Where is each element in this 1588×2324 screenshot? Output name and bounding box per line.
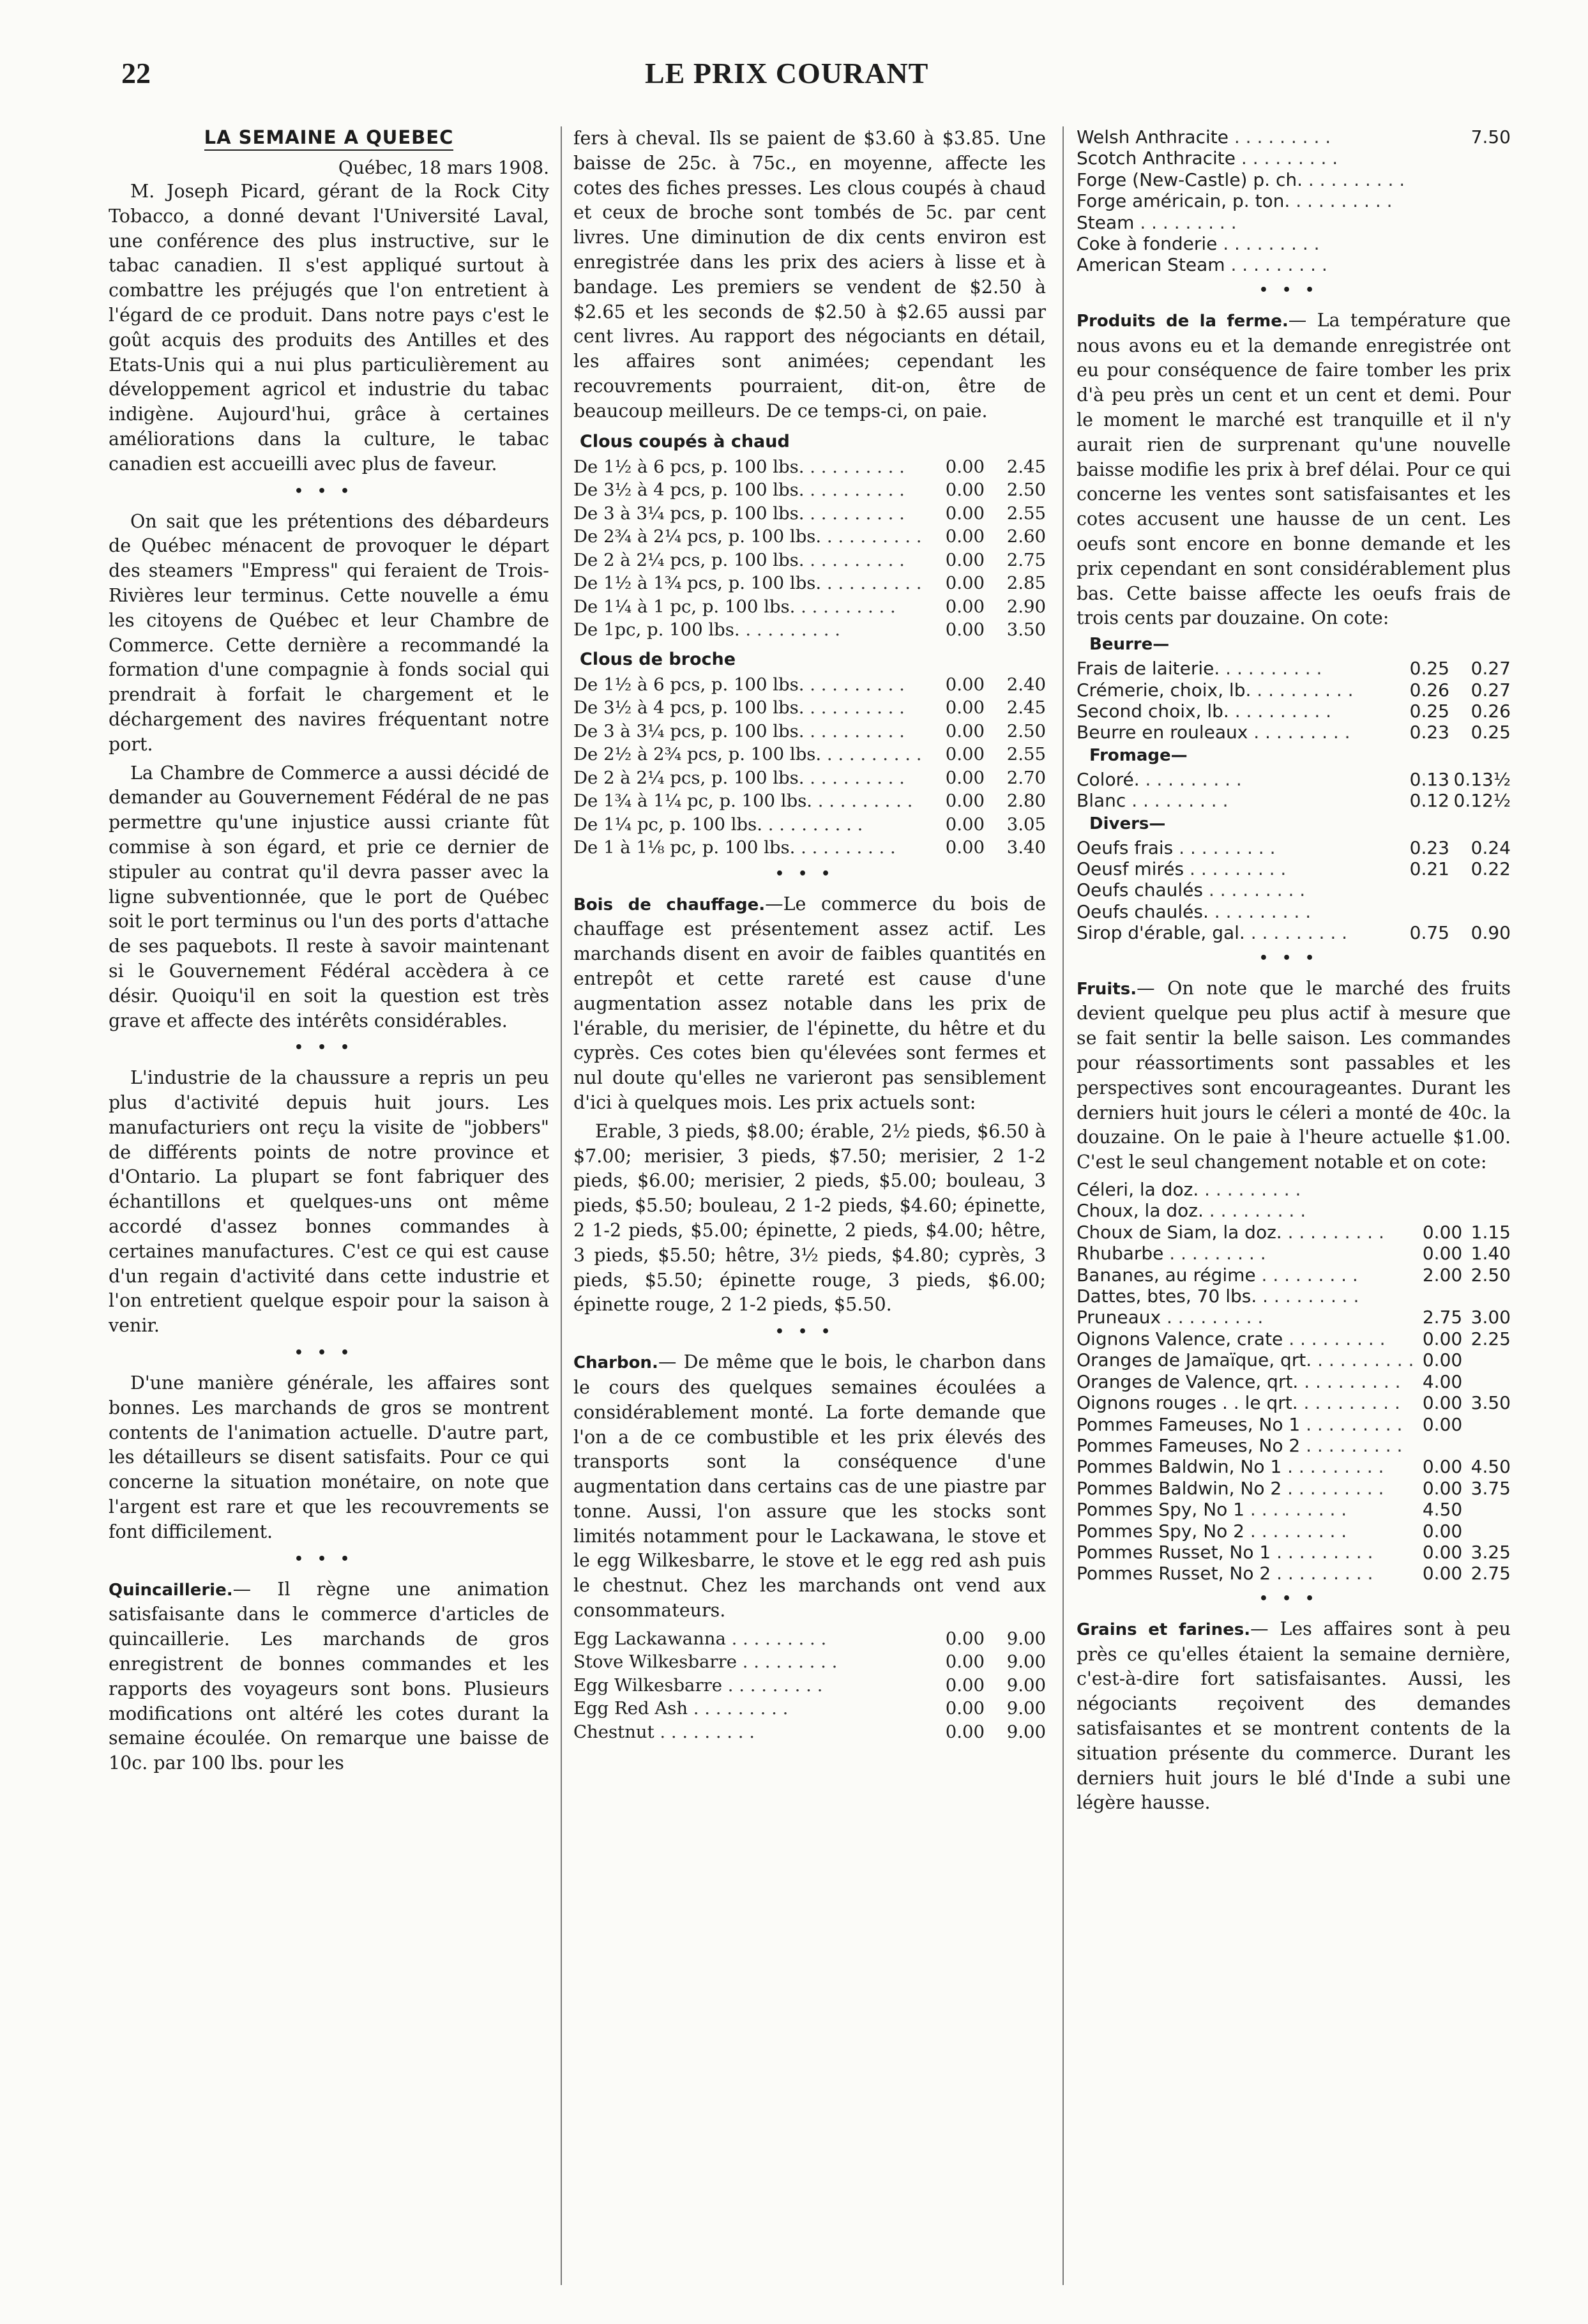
article-paragraph: Quincaillerie.— Il règne une animation satisfaisante dans le commerce d'articles de quincaillerie. Les marchands de gros enregistrent de bonnes commandes et les rapports des voyageurs sont bons. Plusieurs modifications ont altéré les cotes durant la semaine écoulée. On remarque une baisse de 10c. par 100 lbs. pour les — [109, 1578, 549, 1774]
table-heading: Clous de broche — [580, 649, 736, 669]
item-label: Forge américain, p. ton. . . . . . . . . . — [1077, 190, 1393, 212]
price-low: 0.00 — [1422, 1456, 1463, 1478]
price-low: 0.12 — [1409, 790, 1449, 812]
price-high: 2.50 — [1006, 720, 1046, 741]
price-low — [1405, 190, 1454, 211]
item-label: Egg Lackawanna . . . . . . . . . — [573, 1628, 827, 1649]
paragraph-lead: Grains et farines. — [1077, 1620, 1251, 1639]
price-high — [1462, 1499, 1511, 1520]
table-row — [1077, 1243, 1511, 1264]
paragraph-lead: Charbon. — [573, 1353, 658, 1373]
table-row — [1077, 790, 1511, 811]
price-table-fromage — [1077, 769, 1511, 812]
item-label: De 1½ à 6 pcs, p. 100 lbs. . . . . . . . . . — [573, 674, 905, 695]
price-low: 0.00 — [945, 596, 985, 617]
price-high — [1462, 1435, 1511, 1456]
table-row — [1077, 1456, 1511, 1477]
price-high: 0.24 — [1471, 837, 1511, 858]
price-high: 0.90 — [1471, 922, 1511, 944]
item-label: Beurre en rouleaux . . . . . . . . . — [1077, 722, 1350, 743]
table-row — [1077, 680, 1511, 701]
price-low: 0.21 — [1409, 858, 1449, 880]
paragraph-lead: Fruits. — [1077, 979, 1137, 999]
table-row — [1077, 254, 1511, 275]
item-label: Pommes Russet, No 2 . . . . . . . . . — [1077, 1563, 1373, 1584]
table-row — [1077, 1328, 1511, 1349]
price-high: 2.75 — [1471, 1563, 1511, 1584]
section-title: LA SEMAINE A QUEBEC — [109, 126, 549, 148]
price-low: 4.50 — [1422, 1499, 1463, 1521]
table-row — [573, 743, 1046, 766]
column-divider — [561, 126, 562, 2285]
price-low — [1388, 901, 1449, 922]
price-high: 2.50 — [1471, 1264, 1511, 1286]
table-row — [1077, 212, 1511, 233]
price-high: 2.55 — [1006, 503, 1046, 524]
price-high: 2.70 — [1006, 767, 1046, 788]
article-paragraph: Produits de la ferme.— La température que nous avons eu et la demande enregistrée ont eu pour conséquence de faire tomber les prix d'à peu près un cent et un cent et demi. Pour le moment le marché est tranquille et il n'y aurait rien de surprenant qu'une nouvelle baisse modifie les prix à bref délai. Pour ce qui concerne les ventes sont satisfaisantes et les cotes accusent une hausse de un cent. Les oeufs sont encore en bonne demande et les prix cependant en sont considérablement plus bas. Cette baisse affecte les oeufs frais de trois cents par douzaine. On cote: — [1077, 309, 1511, 629]
price-low: 2.75 — [1422, 1307, 1463, 1328]
price-low: 0.00 — [945, 697, 985, 718]
table-heading: Divers— — [1089, 814, 1166, 833]
separator-stars: ••• — [775, 1324, 845, 1340]
item-label: De 1½ à 1¾ pcs, p. 100 lbs. . . . . . . . . . — [573, 573, 922, 594]
price-low: 0.13 — [1409, 768, 1449, 790]
item-label: De 2 à 2¼ pcs, p. 100 lbs. . . . . . . . . . — [573, 549, 905, 570]
table-row — [1077, 1563, 1511, 1584]
price-low — [1405, 169, 1454, 190]
price-high: 3.40 — [1006, 837, 1046, 858]
table-row — [1077, 837, 1511, 858]
page-number: 22 — [121, 57, 151, 89]
table-row — [1077, 769, 1511, 790]
price-high: 0.13½ — [1453, 768, 1511, 790]
price-high — [1462, 1521, 1511, 1542]
table-row — [1077, 148, 1511, 169]
item-label: Oignons Valence, crate . . . . . . . . . — [1077, 1328, 1386, 1349]
price-low: 0.00 — [1422, 1563, 1463, 1584]
price-low: 0.00 — [945, 767, 985, 788]
article-paragraph: M. Joseph Picard, gérant de la Rock City Tobacco, a donné devant l'Université Laval, une conférence des plus instructive, sur le tabac canadien. Il s'est appliqué surtout à combattre les préjugés que l'on entretient à l'égard de ce produit. Dans notre pays c'est le goût acquis des produits des Antilles et des Etats-Unis qui a nui plus particulièrement au développement agricol et industrie du tabac indigène. Aujourd'hui, grâce à certaines améliorations dans la culture, le tabac canadien est accueilli avec plus de faveur. — [109, 181, 549, 475]
price-low — [1405, 254, 1454, 275]
price-low — [1414, 1179, 1462, 1200]
item-label: Dattes, btes, 70 lbs. . . . . . . . . . — [1077, 1286, 1359, 1307]
price-high: 4.50 — [1471, 1456, 1511, 1478]
table-heading: Fromage— — [1089, 745, 1188, 765]
item-label: De 1 à 1⅛ pc, p. 100 lbs. . . . . . . . . . — [573, 837, 896, 858]
price-low: 2.00 — [1422, 1264, 1463, 1286]
item-label: Scotch Anthracite . . . . . . . . . — [1077, 148, 1338, 169]
item-label: Oranges de Jamaïque, qrt. . . . . . . . . . — [1077, 1349, 1414, 1371]
table-row — [1077, 1179, 1511, 1200]
separator-stars: ••• — [294, 1040, 364, 1056]
table-row — [1077, 701, 1511, 722]
item-label: De 1pc, p. 100 lbs. . . . . . . . . . — [573, 619, 840, 641]
table-row — [573, 455, 1046, 479]
item-label: Coloré. . . . . . . . . . — [1077, 768, 1242, 790]
table-row — [573, 813, 1046, 837]
table-row — [573, 478, 1046, 502]
table-row — [573, 549, 1046, 572]
price-low: 0.00 — [945, 791, 985, 812]
item-label: De 2½ à 2¾ pcs, p. 100 lbs. . . . . . . . . . — [573, 744, 922, 765]
dateline: Québec, 18 mars 1908. — [338, 157, 549, 178]
table-row — [573, 595, 1046, 619]
table-row — [1077, 1200, 1511, 1221]
price-high — [1462, 1179, 1511, 1200]
price-table-clous-chaud — [573, 455, 1046, 642]
separator-stars: ••• — [1259, 950, 1329, 966]
table-heading: Clous coupés à chaud — [580, 431, 790, 452]
price-high: 2.75 — [1006, 549, 1046, 570]
article-paragraph: D'une manière générale, les affaires sont bonnes. Les marchands de gros se montrent contents de l'animation actuelle. D'autre part, les détailleurs se disent satisfaits. Pour ce qui concerne la situation monétaire, on note que l'argent est rare et que les recouvrements se font difficilement. — [109, 1372, 549, 1542]
price-low: 0.25 — [1409, 701, 1449, 722]
price-high: 2.55 — [1006, 744, 1046, 765]
table-row — [1077, 1414, 1511, 1435]
price-high — [1462, 1286, 1511, 1307]
price-high: 1.40 — [1471, 1243, 1511, 1265]
table-row — [1077, 190, 1511, 211]
price-low: 0.00 — [945, 814, 985, 835]
price-low: 0.00 — [945, 526, 985, 547]
price-low: 0.00 — [945, 744, 985, 765]
price-high: 9.00 — [1006, 1675, 1046, 1696]
price-high: 0.27 — [1471, 658, 1511, 680]
price-high — [1462, 1414, 1511, 1435]
table-row — [1077, 922, 1511, 943]
table-row — [1077, 1371, 1511, 1392]
price-low: 4.00 — [1422, 1371, 1463, 1392]
table-row — [1077, 1307, 1511, 1328]
price-low: 0.00 — [945, 1652, 985, 1673]
table-row — [573, 836, 1046, 860]
table-row — [1077, 1286, 1511, 1307]
table-row — [1077, 858, 1511, 879]
item-label: Welsh Anthracite . . . . . . . . . — [1077, 126, 1331, 148]
price-low: 0.00 — [1422, 1221, 1463, 1243]
price-low: 0.00 — [1422, 1541, 1463, 1563]
table-row — [1077, 169, 1511, 190]
item-label: De 3 à 3¼ pcs, p. 100 lbs. . . . . . . . . . — [573, 720, 905, 741]
article-paragraph: L'industrie de la chaussure a repris un peu plus d'activité depuis huit jours. Les manufacturiers ont reçu la visite de "jobbers" de différents points de notre province et d'Ontario. La plupart se font fabriquer des échantillons et quelques-uns ont même accordé d'assez bonnes commandes à certaines manufactures. C'est ce qui est cause d'un regain d'activité dans cette industrie et l'on entretient quelque espoir pour la saison à venir. — [109, 1067, 549, 1337]
price-high: 2.45 — [1006, 456, 1046, 477]
table-row — [573, 673, 1046, 697]
table-row — [573, 1650, 1046, 1674]
price-low — [1405, 212, 1454, 233]
item-label: Oeufs chaulés. . . . . . . . . . — [1077, 900, 1312, 922]
price-high: 9.00 — [1006, 1652, 1046, 1673]
price-low: 0.00 — [1422, 1477, 1463, 1499]
price-low: 0.00 — [945, 549, 985, 570]
price-high: 0.12½ — [1453, 790, 1511, 812]
price-high: 0.26 — [1471, 701, 1511, 722]
separator-stars: ••• — [294, 483, 364, 499]
item-label: Pruneaux . . . . . . . . . — [1077, 1307, 1264, 1328]
price-high: 2.80 — [1006, 791, 1046, 812]
item-label: De 2 à 2¼ pcs, p. 100 lbs. . . . . . . . . . — [573, 767, 905, 788]
item-label: De 3½ à 4 pcs, p. 100 lbs. . . . . . . . . . — [573, 480, 905, 501]
item-label: Blanc . . . . . . . . . — [1077, 790, 1229, 812]
price-low: 0.00 — [945, 1721, 985, 1742]
table-row — [1077, 1499, 1511, 1520]
item-label: Forge (New-Castle) p. ch. . . . . . . . . . — [1077, 169, 1405, 190]
price-high — [1462, 1200, 1511, 1221]
table-row — [1077, 1222, 1511, 1243]
separator-stars: ••• — [1259, 282, 1329, 298]
price-high: 9.00 — [1006, 1721, 1046, 1742]
price-low: 0.00 — [1422, 1392, 1463, 1414]
item-label: Céleri, la doz. . . . . . . . . . — [1077, 1179, 1301, 1201]
article-paragraph: Charbon.— De même que le bois, le charbon dans le cours des quelques semaines écoulées a considérablement monté. La forte demande que l'on a de ce combustible et les prix élevés des transports sont la conséquence d'une augmentation dans certains cas de une piastre par tonne. Aussi, l'on assure que les stocks sont limités notamment pour le Lackawana, le stove et le egg Wilkesbarre, le stove et le egg red ash puis le chestnut. Chez les marchands ont vend aux consommateurs. — [573, 1351, 1046, 1621]
item-label: Pommes Baldwin, No 2 . . . . . . . . . — [1077, 1477, 1384, 1499]
price-low: 0.00 — [945, 720, 985, 741]
price-low: 0.00 — [945, 456, 985, 477]
table-row — [1077, 901, 1511, 922]
price-table-beurre — [1077, 658, 1511, 743]
table-row — [573, 1720, 1046, 1744]
price-high: 3.75 — [1471, 1477, 1511, 1499]
price-table-divers — [1077, 837, 1511, 944]
price-low: 0.00 — [945, 619, 985, 641]
price-low: 0.00 — [1422, 1243, 1463, 1265]
price-high: 2.50 — [1006, 480, 1046, 501]
price-low: 0.23 — [1409, 722, 1449, 743]
price-high — [1449, 879, 1511, 900]
price-high: 2.45 — [1006, 697, 1046, 718]
table-row — [573, 572, 1046, 595]
table-row — [573, 618, 1046, 642]
article-paragraph: Fruits.— On note que le marché des fruits devient quelque peu plus actif à mesure que se fait sentir la belle saison. Les commandes pour réassortiments sont passables et les perspectives sont encourageantes. Durant les derniers huit jours le céleri a monté de 40c. la douzaine. On le paie à l'heure actuelle $1.00. C'est le seul changement notable et on cote: — [1077, 977, 1511, 1173]
paragraph-lead: Bois de chauffage. — [573, 895, 766, 915]
item-label: Egg Red Ash . . . . . . . . . — [573, 1698, 789, 1719]
item-label: Bananes, au régime . . . . . . . . . — [1077, 1264, 1358, 1286]
table-row — [573, 1627, 1046, 1651]
item-label: De 1¾ à 1¼ pc, p. 100 lbs. . . . . . . . . . — [573, 791, 913, 812]
item-label: De 1¼ à 1 pc, p. 100 lbs. . . . . . . . . . — [573, 596, 896, 617]
price-high: 3.25 — [1471, 1541, 1511, 1563]
item-label: Frais de laiterie. . . . . . . . . . — [1077, 658, 1322, 680]
price-high — [1454, 148, 1511, 169]
price-high: 0.25 — [1471, 722, 1511, 743]
item-label: De 3 à 3¼ pcs, p. 100 lbs. . . . . . . . . . — [573, 503, 905, 524]
item-label: Pommes Spy, No 2 . . . . . . . . . — [1077, 1520, 1347, 1542]
price-low: 0.00 — [1422, 1520, 1463, 1542]
column-divider — [1062, 126, 1064, 2285]
price-high — [1449, 901, 1511, 922]
price-low — [1405, 126, 1454, 148]
item-label: Pommes Baldwin, No 1 . . . . . . . . . — [1077, 1456, 1384, 1478]
table-row — [1077, 722, 1511, 743]
table-row — [573, 766, 1046, 790]
separator-stars: ••• — [1259, 1590, 1329, 1607]
price-low: 0.00 — [945, 1675, 985, 1696]
article-paragraph: Grains et farines.— Les affaires sont à peu près ce qu'elles étaient la semaine dernière, c'est-à-dire fort satisfaisantes. Aussi, les négociants reçoivent des demandes satisfaisantes et se montrent contents de la situation présente du commerce. Durant les derniers huit jours le blé d'Inde a subi une légère hausse. — [1077, 1618, 1511, 1814]
price-high: 1.15 — [1471, 1221, 1511, 1243]
item-label: Coke à fonderie . . . . . . . . . — [1077, 233, 1320, 255]
price-low — [1405, 233, 1454, 254]
table-row — [573, 525, 1046, 549]
item-label: Stove Wilkesbarre . . . . . . . . . — [573, 1652, 838, 1673]
table-row — [1077, 1478, 1511, 1499]
price-low: 0.26 — [1409, 679, 1449, 701]
table-row — [573, 1697, 1046, 1720]
price-high — [1454, 254, 1511, 275]
price-low: 0.75 — [1409, 922, 1449, 944]
article-paragraph: Bois de chauffage.—Le commerce du bois de chauffage est présentement assez actif. Les marchands disent en avoir de faibles quantités en entrepôt et cette rareté est cause d'une augmentation assez notable dans les prix de l'érable, du merisier, de l'épinette, du hêtre et du cyprès. Ces cotes bien qu'élevées sont fermes et nul doute qu'elles ne varieront pas sensiblement d'ici à quelques mois. Les prix actuels sont: — [573, 893, 1046, 1113]
price-high: 2.90 — [1006, 596, 1046, 617]
item-label: Crémerie, choix, lb. . . . . . . . . . — [1077, 679, 1354, 701]
item-label: Oignons rouges . . le qrt. . . . . . . . . . — [1077, 1392, 1400, 1414]
price-low — [1414, 1286, 1462, 1307]
price-high: 3.00 — [1471, 1307, 1511, 1328]
separator-stars: ••• — [294, 1551, 364, 1567]
item-label: Oeufs chaulés . . . . . . . . . — [1077, 879, 1306, 901]
item-label: Pommes Fameuses, No 2 . . . . . . . . . — [1077, 1434, 1403, 1456]
column-3 — [1077, 126, 1511, 2311]
item-label: Sirop d'érable, gal. . . . . . . . . . — [1077, 922, 1348, 944]
price-high: 0.22 — [1471, 858, 1511, 880]
table-row — [573, 789, 1046, 813]
item-label: De 3½ à 4 pcs, p. 100 lbs. . . . . . . . . . — [573, 697, 905, 718]
article-paragraph: La Chambre de Commerce a aussi décidé de demander au Gouvernement Fédéral de ne pas permettre qu'une injustice aussi criante fût commise à son égard, et prie ce dernier de stipuler au contrat qu'il devra passer avec la ligne subventionnée, que le port de Québec soit le port terminus ou l'un des ports d'attache de ses paquebots. Il reste à savoir maintenant si le Gouvernement Fédéral accèdera à ce désir. Quoiqu'il en soit la question est très grave et affecte des intérêts considérables. — [109, 762, 549, 1031]
item-label: American Steam . . . . . . . . . — [1077, 254, 1327, 276]
price-low — [1388, 879, 1449, 900]
item-label: Egg Wilkesbarre . . . . . . . . . — [573, 1675, 823, 1696]
item-label: Pommes Fameuses, No 1 . . . . . . . . . — [1077, 1413, 1403, 1435]
price-high: 3.50 — [1471, 1392, 1511, 1414]
price-low: 0.00 — [945, 837, 985, 858]
price-table-fruits — [1077, 1179, 1511, 1584]
table-row — [573, 696, 1046, 720]
item-label: Pommes Russet, No 1 . . . . . . . . . — [1077, 1541, 1373, 1563]
item-label: Second choix, lb. . . . . . . . . . — [1077, 701, 1332, 722]
table-row — [573, 720, 1046, 743]
price-high — [1462, 1371, 1511, 1392]
price-low: 0.00 — [1422, 1413, 1463, 1435]
item-label: De 1¼ pc, p. 100 lbs. . . . . . . . . . — [573, 814, 863, 835]
price-high: 9.00 — [1006, 1698, 1046, 1719]
price-high: 0.27 — [1471, 679, 1511, 701]
table-row — [1077, 233, 1511, 254]
price-high: 3.50 — [1006, 619, 1046, 641]
price-low: 0.00 — [945, 480, 985, 501]
price-high — [1454, 233, 1511, 254]
price-low: 0.00 — [945, 1698, 985, 1719]
table-row — [1077, 1521, 1511, 1542]
item-label: Choux, la doz. . . . . . . . . . — [1077, 1200, 1306, 1222]
article-paragraph: fers à cheval. Ils se paient de $3.60 à $3.85. Une baisse de 25c. à 75c., en moyenne, affecte les cotes des fiches presses. Les clous coupés à chaud et ceux de broche sont tombés de 5c. par cent livres. Une diminution de dix cents environ est enregistrée dans les prix des aciers à lisse et à bandage. Les premiers se vendent de $2.50 à $2.65 et les seconds de $2.50 à $2.65 aussi par cent livres. Au rapport des négociants en détail, les affaires sont animées; cependant les recouvrements pourraient, dit-on, être de beaucoup meilleurs. De ce temps-ci, on paie. — [573, 128, 1046, 422]
page-title: LE PRIX COURANT — [645, 57, 929, 89]
price-low — [1414, 1435, 1462, 1456]
price-table-charbon — [573, 1627, 1046, 1744]
table-row — [1077, 1349, 1511, 1371]
table-row — [573, 1674, 1046, 1697]
price-low: 0.00 — [1422, 1349, 1463, 1371]
price-low: 0.00 — [1422, 1328, 1463, 1349]
column-1 — [109, 126, 549, 2311]
item-label: Oeufs frais . . . . . . . . . — [1077, 837, 1276, 858]
price-high — [1462, 1349, 1511, 1371]
table-row — [1077, 1542, 1511, 1563]
paragraph-lead: Produits de la ferme. — [1077, 311, 1289, 331]
price-high — [1454, 212, 1511, 233]
price-low: 0.00 — [945, 1628, 985, 1649]
price-low — [1405, 148, 1454, 169]
item-label: De 1½ à 6 pcs, p. 100 lbs. . . . . . . . . . — [573, 456, 905, 477]
price-high — [1454, 190, 1511, 211]
price-low: 0.00 — [945, 503, 985, 524]
price-high: 3.05 — [1006, 814, 1046, 835]
separator-stars: ••• — [294, 1345, 364, 1362]
item-label: Rhubarbe . . . . . . . . . — [1077, 1243, 1266, 1265]
price-low: 0.25 — [1409, 658, 1449, 680]
table-row — [1077, 1265, 1511, 1286]
item-label: Steam . . . . . . . . . — [1077, 211, 1237, 233]
table-row — [1077, 1392, 1511, 1413]
article-paragraph: Erable, 3 pieds, $8.00; érable, 2½ pieds, $6.50 à $7.00; merisier, 3 pieds, $7.50; merisier, 2 1-2 pieds, $6.00; merisier, 2 pieds, $5.00; bouleau, 3 pieds, $5.50; bouleau, 2 1-2 pieds, $4.60; épinette, 2 1-2 pieds, $5.00; épinette, 2 pieds, $4.00; hêtre, 3 pieds, $5.50; hêtre, 3½ pieds, $4.80; cyprès, 3 pieds, $5.50; épinette rouge, 3 pieds, $6.00; épinette rouge, 2 1-2 pieds, $5.50. — [573, 1120, 1046, 1316]
table-row — [1077, 126, 1511, 148]
price-high: 2.40 — [1006, 674, 1046, 695]
price-low — [1414, 1200, 1462, 1221]
item-label: Chestnut . . . . . . . . . — [573, 1721, 755, 1742]
price-high: 2.60 — [1006, 526, 1046, 547]
price-low: 0.23 — [1409, 837, 1449, 858]
item-label: Oeusf mirés . . . . . . . . . — [1077, 858, 1287, 880]
price-high: 2.25 — [1471, 1328, 1511, 1349]
item-label: Choux de Siam, la doz. . . . . . . . . . — [1077, 1221, 1384, 1243]
table-row — [1077, 658, 1511, 679]
price-high: 9.00 — [1006, 1628, 1046, 1649]
price-high — [1454, 169, 1511, 190]
column-2 — [573, 126, 1046, 2311]
price-high: 7.50 — [1471, 126, 1511, 148]
article-paragraph: On sait que les prétentions des débardeurs de Québec ménacent de provoquer le départ des steamers "Empress" qui feraient de Trois-Rivières leur terminus. Cette nouvelle a ému les citoyens de Québec et leur Chambre de Commerce. Cette dernière a recommandé la formation d'une compagnie à fonds social qui prendrait à forfait le chargement et le déchargement des navires fréquentant notre port. — [109, 510, 549, 755]
price-low: 0.00 — [945, 674, 985, 695]
table-row — [573, 502, 1046, 526]
price-high: 2.85 — [1006, 573, 1046, 594]
price-table-coal — [1077, 126, 1511, 276]
table-row — [1077, 879, 1511, 900]
price-table-clous-broche — [573, 673, 1046, 860]
separator-stars: ••• — [775, 865, 845, 882]
price-low: 0.00 — [945, 573, 985, 594]
item-label: De 2¾ à 2¼ pcs, p. 100 lbs. . . . . . . . . . — [573, 526, 922, 547]
paragraph-lead: Quincaillerie. — [109, 1580, 233, 1600]
item-label: Oranges de Valence, qrt. . . . . . . . . . — [1077, 1371, 1401, 1392]
item-label: Pommes Spy, No 1 . . . . . . . . . — [1077, 1499, 1347, 1521]
table-row — [1077, 1435, 1511, 1456]
table-heading: Beurre— — [1089, 635, 1170, 655]
